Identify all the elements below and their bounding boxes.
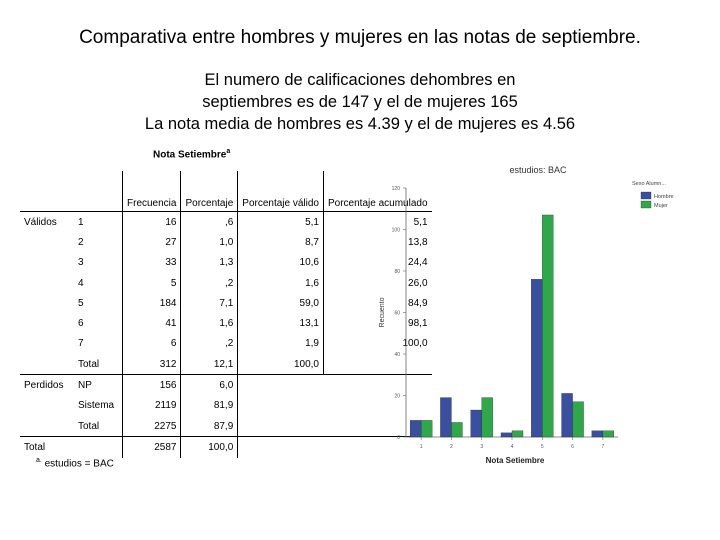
bar-mujer (512, 431, 523, 437)
freq-cell: 27 (123, 232, 181, 252)
table-footnote (36, 457, 114, 469)
freq-cell: 2119 (123, 396, 181, 416)
empty-cell (238, 437, 324, 458)
summary-line-3: La nota media de hombres es 4.39 y el de mujeres es 4.56 (144, 115, 576, 133)
y-tick-label: 120 (391, 186, 400, 192)
footnote-text: estudios = BAC (44, 458, 114, 470)
group-label: Válidos (24, 216, 57, 228)
cum-cell: 26,0 (324, 273, 432, 293)
x-tick-label: 4 (510, 444, 514, 450)
bar-mujer (421, 420, 432, 437)
freq-cell: 184 (123, 293, 181, 313)
row-label: 4 (78, 277, 84, 289)
x-tick-label: 7 (601, 444, 605, 450)
freq-cell: 6 (123, 334, 181, 354)
row-label: Total (78, 358, 100, 370)
freq-cell: 41 (123, 313, 181, 333)
bar-chart-svg (370, 160, 700, 470)
legend-swatch (641, 201, 651, 208)
bar-hombre (592, 431, 603, 437)
valid-cell: 8,7 (238, 232, 324, 252)
x-tick-label: 1 (419, 444, 423, 450)
empty-cell (238, 396, 324, 416)
row-label: 1 (78, 216, 84, 228)
row-label: 2 (78, 236, 84, 248)
y-tick-label: 40 (394, 352, 400, 358)
legend-title: Sexo Alumn... (632, 181, 666, 187)
bar-hombre (562, 393, 573, 437)
total-label: Total (24, 441, 46, 453)
cum-cell: 98,1 (324, 313, 432, 333)
pct-cell: 87,9 (181, 416, 238, 437)
summary-text (0, 69, 720, 135)
bar-hombre (531, 279, 542, 437)
row-label: Sistema (78, 400, 115, 412)
row-label: 6 (78, 318, 84, 330)
cum-cell: 84,9 (324, 293, 432, 313)
empty-cell (238, 375, 324, 396)
x-tick-label: 2 (450, 444, 453, 450)
column-header: Porcentaje (181, 171, 238, 212)
group-spacer (20, 416, 74, 437)
bar-mujer (603, 431, 614, 437)
pct-cell: ,6 (181, 212, 238, 233)
valid-cell: 10,6 (238, 253, 324, 273)
column-header: Porcentaje válido (238, 171, 324, 212)
y-tick-label: 100 (391, 227, 400, 234)
freq-cell: 33 (123, 253, 181, 273)
table-title (153, 148, 230, 160)
bar-hombre (471, 410, 482, 437)
bar-chart (370, 160, 700, 470)
legend-label: Hombre (654, 194, 674, 200)
group-spacer (20, 334, 74, 354)
group-spacer (20, 232, 74, 252)
freq-cell: 16 (123, 212, 181, 233)
column-header: Porcentaje acumulado (324, 171, 432, 212)
group-spacer (20, 293, 74, 313)
pct-cell: 7,1 (181, 293, 238, 313)
group-spacer (20, 273, 74, 293)
freq-cell: 5 (123, 273, 181, 293)
x-tick-label: 5 (540, 444, 544, 450)
footnote-mark: a. (36, 457, 42, 464)
bar-mujer (482, 398, 493, 437)
cum-cell: 100,0 (324, 334, 432, 354)
pct-cell: ,2 (181, 273, 238, 293)
empty-cell (74, 437, 123, 458)
row-label: 3 (78, 257, 84, 269)
header-corner (20, 171, 74, 212)
pct-cell: 6,0 (181, 375, 238, 396)
cum-cell: 5,1 (324, 212, 432, 233)
valid-cell: 59,0 (238, 293, 324, 313)
summary-line-1: El numero de calificaciones dehombres en (204, 71, 516, 89)
table-title-mark: a (226, 148, 231, 155)
group-spacer (20, 354, 74, 375)
freq-cell: 156 (123, 375, 181, 396)
row-label: Total (78, 420, 100, 432)
row-label: NP (78, 380, 92, 392)
bar-hombre (410, 420, 421, 437)
freq-cell: 312 (123, 354, 181, 375)
group-spacer (20, 313, 74, 333)
group-spacer (20, 253, 74, 273)
legend-swatch (641, 192, 651, 199)
bar-hombre (440, 398, 451, 437)
x-tick-label: 3 (480, 444, 484, 450)
valid-cell: 1,6 (238, 273, 324, 293)
header-corner (74, 171, 123, 212)
y-tick-label: 0 (397, 435, 400, 441)
freq-cell: 2587 (123, 437, 181, 458)
y-axis-label: Recuento (379, 297, 386, 328)
chart-title: estudios: BAC (509, 165, 567, 175)
freq-cell: 2275 (123, 416, 181, 437)
pct-cell: 1,6 (181, 313, 238, 333)
x-axis-label: Nota Setiembre (485, 456, 545, 465)
empty-cell (238, 416, 324, 437)
cum-cell: 13,8 (324, 232, 432, 252)
valid-cell: 100,0 (238, 354, 324, 375)
pct-cell: 1,0 (181, 232, 238, 252)
bar-mujer (451, 422, 462, 437)
pct-cell: ,2 (181, 334, 238, 354)
legend-label: Mujer (654, 203, 668, 209)
pct-cell: 1,3 (181, 253, 238, 273)
valid-cell: 1,9 (238, 334, 324, 354)
pct-cell: 12,1 (181, 354, 238, 375)
row-label: 5 (78, 297, 84, 309)
summary-line-2: septiembres es de 147 y el de mujeres 165 (202, 93, 518, 111)
bar-mujer (542, 215, 553, 437)
page-title: Comparativa entre hombres y mujeres en las notas de septiembre. (79, 27, 641, 48)
column-header: Frecuencia (123, 171, 181, 212)
bar-hombre (501, 433, 512, 437)
x-tick-label: 6 (571, 444, 574, 450)
group-label: Perdidos (24, 380, 64, 392)
valid-cell: 5,1 (238, 212, 324, 233)
y-tick-label: 80 (394, 269, 400, 275)
pct-cell: 100,0 (181, 437, 238, 458)
cum-cell: 24,4 (324, 253, 432, 273)
y-tick-label: 60 (394, 310, 400, 317)
group-spacer (20, 396, 74, 416)
y-tick-label: 20 (394, 393, 400, 400)
pct-cell: 81,9 (181, 396, 238, 416)
table-title-text: Nota Setiembre (153, 149, 227, 161)
row-label: 7 (78, 338, 84, 350)
bar-mujer (573, 402, 584, 437)
valid-cell: 13,1 (238, 313, 324, 333)
